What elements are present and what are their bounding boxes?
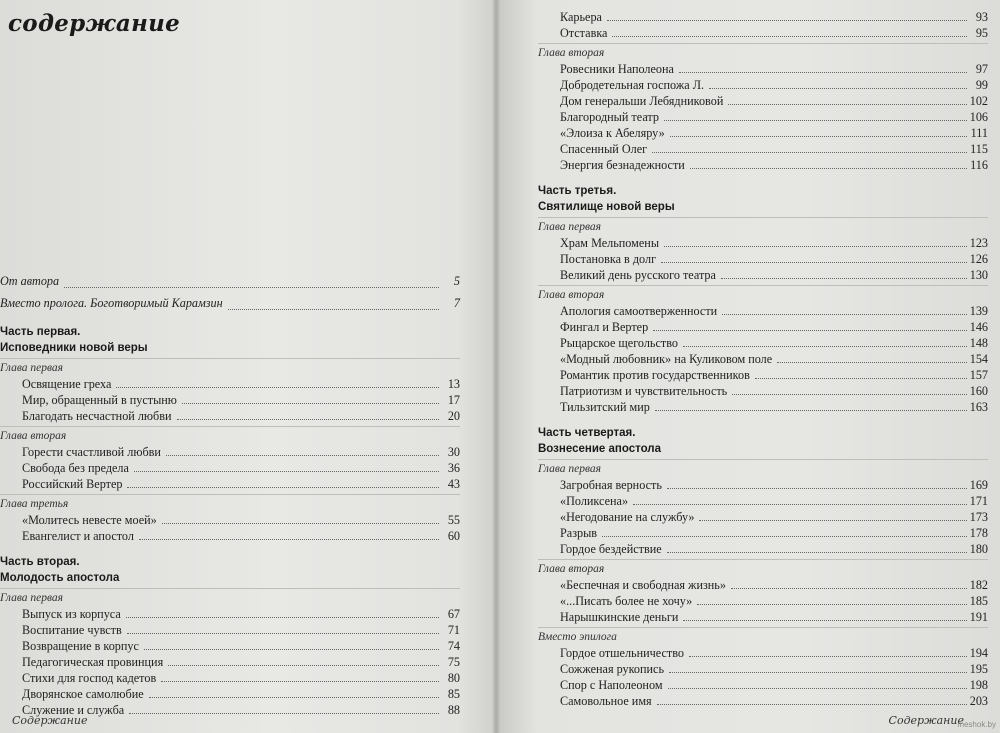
dot-leader [149, 697, 439, 698]
toc-entry[interactable] [538, 525, 988, 541]
dot-leader [683, 346, 967, 347]
page-number: 130 [969, 268, 988, 282]
section-gap [0, 314, 460, 324]
toc-entry[interactable] [0, 444, 460, 460]
dot-leader [669, 672, 967, 673]
left-page [0, 0, 497, 733]
toc-entry[interactable] [538, 125, 988, 141]
toc-entry[interactable] [0, 376, 460, 392]
dot-leader [777, 362, 967, 363]
dot-leader [652, 152, 967, 153]
chapter-block [538, 559, 988, 577]
toc-entry[interactable] [0, 638, 460, 654]
dot-leader [177, 419, 439, 420]
toc-entry[interactable] [0, 686, 460, 702]
entry-title: Тильзитский мир [560, 400, 650, 414]
chapter-heading: Глава вторая [538, 563, 605, 575]
entry-title: Возвращение в корпус [22, 639, 139, 653]
toc-entry[interactable] [538, 493, 988, 509]
page-number: 20 [447, 409, 460, 423]
page-number: 180 [969, 542, 988, 556]
part-heading: Вознесение апостола [538, 443, 662, 455]
entry-title: Воспитание чувств [22, 623, 122, 637]
toc-entry[interactable] [538, 267, 988, 283]
dot-leader [134, 471, 439, 472]
dot-leader [697, 604, 966, 605]
toc-entry[interactable] [0, 606, 460, 622]
chapter-divider [538, 43, 988, 44]
page-number: 75 [447, 655, 460, 669]
toc-entry[interactable] [0, 670, 460, 686]
page-number: 17 [447, 393, 460, 407]
page-number: 71 [447, 623, 460, 637]
toc-entry[interactable] [0, 512, 460, 528]
dot-leader [655, 410, 967, 411]
entry-title: Гордое бездействие [560, 542, 662, 556]
toc-entry[interactable] [0, 408, 460, 424]
entry-title: «Беспечная и свободная жизнь» [560, 578, 726, 592]
chapter-heading: Глава первая [538, 221, 601, 233]
right-toc [538, 9, 988, 709]
dot-leader [721, 278, 967, 279]
chapter-block [538, 285, 988, 303]
chapter-heading: Глава третья [0, 498, 69, 510]
page-number: 106 [969, 110, 988, 124]
part-heading: Исповедники новой веры [0, 342, 148, 354]
dot-leader [699, 520, 966, 521]
toc-entry[interactable] [538, 251, 988, 267]
dot-leader [127, 633, 439, 634]
dot-leader [709, 88, 967, 89]
dot-leader [732, 394, 966, 395]
toc-entry[interactable] [538, 383, 988, 399]
page-number: 191 [969, 610, 988, 624]
page-number: 30 [447, 445, 460, 459]
dot-leader [144, 649, 439, 650]
page-number: 97 [975, 62, 988, 76]
toc-entry[interactable] [538, 93, 988, 109]
dot-leader [168, 665, 439, 666]
page-number: 115 [970, 142, 988, 156]
entry-title: Фингал и Вертер [560, 320, 649, 334]
page-number: 85 [447, 687, 460, 701]
dot-leader [661, 262, 967, 263]
left-running-footer: Содержание [12, 714, 88, 727]
dot-leader [689, 656, 967, 657]
chapter-heading: Глава первая [538, 463, 601, 475]
chapter-heading: Глава вторая [538, 47, 605, 59]
page-number: 93 [975, 10, 988, 24]
dot-leader [664, 120, 967, 121]
chapter-divider [538, 459, 988, 460]
chapter-heading: Глава первая [0, 592, 63, 604]
page-number: 148 [969, 336, 988, 350]
chapter-block [0, 358, 460, 376]
entry-title: Романтик против государственников [560, 368, 750, 382]
dot-leader [731, 588, 967, 589]
dot-leader [182, 403, 439, 404]
watermark: meshok.by [957, 720, 996, 729]
dot-leader [722, 314, 967, 315]
page-number: 80 [447, 671, 460, 685]
entry-title: Отставка [560, 26, 608, 40]
page-number: 43 [447, 477, 460, 491]
entry-title: Педагогическая провинция [22, 655, 164, 669]
toc-entry[interactable] [538, 541, 988, 557]
entry-title: Свобода без предела [22, 461, 129, 475]
toc-entry[interactable] [538, 367, 988, 383]
entry-title: От автора [0, 274, 60, 288]
page-number: 194 [969, 646, 988, 660]
chapter-divider [538, 217, 988, 218]
page-number: 173 [969, 510, 988, 524]
page-number: 185 [969, 594, 988, 608]
entry-title: «Элоиза к Абеляру» [560, 126, 665, 140]
entry-title: Самовольное имя [560, 694, 652, 708]
part-heading: Молодость апостола [0, 572, 120, 584]
entry-title: Карьера [560, 10, 602, 24]
entry-title: Рыцарское щегольство [560, 336, 678, 350]
entry-title: Освящение греха [22, 377, 112, 391]
dot-leader [653, 330, 967, 331]
toc-entry[interactable] [538, 351, 988, 367]
part-heading: Святилище новой веры [538, 201, 675, 213]
dot-leader [664, 246, 967, 247]
toc-entry[interactable] [538, 303, 988, 319]
entry-title: «Негодование на службу» [560, 510, 695, 524]
toc-entry[interactable] [538, 9, 988, 25]
toc-entry[interactable] [0, 460, 460, 476]
chapter-divider [0, 358, 460, 359]
entry-title: Энергия безнадежности [560, 158, 685, 172]
entry-title: Выпуск из корпуса [22, 607, 121, 621]
chapter-divider [538, 559, 988, 560]
toc-entry[interactable] [0, 622, 460, 638]
page-number: 111 [970, 126, 988, 140]
dot-leader [64, 287, 439, 288]
chapter-block [0, 494, 460, 512]
chapter-divider [538, 285, 988, 286]
dot-leader [126, 617, 439, 618]
page-number: 102 [969, 94, 988, 108]
toc-intro-entry[interactable] [0, 292, 460, 314]
entry-title: Спасенный Олег [560, 142, 648, 156]
entry-title: Загробная верность [560, 478, 662, 492]
toc-entry[interactable] [0, 654, 460, 670]
toc-entry[interactable] [538, 509, 988, 525]
dot-leader [127, 487, 439, 488]
dot-leader [755, 378, 967, 379]
chapter-block [0, 426, 460, 444]
page-number: 163 [969, 400, 988, 414]
chapter-block [538, 217, 988, 235]
entry-title: «...Писать более не хочу» [560, 594, 693, 608]
chapter-heading: Вместо эпилога [538, 631, 617, 643]
page-number: 95 [975, 26, 988, 40]
page-number: 74 [447, 639, 460, 653]
toc-entry[interactable] [538, 335, 988, 351]
toc-entry[interactable] [538, 593, 988, 609]
chapter-heading: Глава первая [0, 362, 63, 374]
page-number: 55 [447, 513, 460, 527]
dot-leader [602, 536, 967, 537]
page-number: 154 [969, 352, 988, 366]
dot-leader [161, 681, 439, 682]
page-number: 116 [970, 158, 988, 172]
chapter-block [0, 588, 460, 606]
toc-entry[interactable] [538, 61, 988, 77]
section-gap [0, 544, 460, 554]
page-number: 139 [969, 304, 988, 318]
part-heading: Часть четвертая. [538, 427, 636, 439]
entry-title: Служение и служба [22, 703, 125, 717]
dot-leader [668, 688, 967, 689]
dot-leader [657, 704, 967, 705]
page-number: 126 [969, 252, 988, 266]
entry-title: Спор с Наполеоном [560, 678, 663, 692]
chapter-heading: Глава вторая [0, 430, 67, 442]
page-number: 178 [969, 526, 988, 540]
toc-entry[interactable] [538, 477, 988, 493]
section-gap [538, 173, 988, 183]
page-number: 182 [969, 578, 988, 592]
entry-title: Вместо пролога. Боготворимый Карамзин [0, 296, 223, 310]
entry-title: Стихи для господ кадетов [22, 671, 157, 685]
entry-title: Благородный театр [560, 110, 659, 124]
entry-title: «Модный любовник» на Куликовом поле [560, 352, 773, 366]
entry-title: Дворянское самолюбие [22, 687, 144, 701]
section-gap [538, 415, 988, 425]
chapter-block [538, 43, 988, 61]
chapter-divider [538, 627, 988, 628]
dot-leader [139, 539, 439, 540]
page-number: 157 [969, 368, 988, 382]
dot-leader [633, 504, 967, 505]
toc-entry[interactable] [538, 693, 988, 709]
dot-leader [667, 552, 967, 553]
entry-title: Гордое отшельничество [560, 646, 684, 660]
page-number: 123 [969, 236, 988, 250]
page-number: 198 [969, 678, 988, 692]
entry-title: Сожженая рукопись [560, 662, 665, 676]
entry-title: Добродетельная госпожа Л. [560, 78, 705, 92]
entry-title: Дом генеральши Лебядниковой [560, 94, 724, 108]
dot-leader [683, 620, 966, 621]
page-number: 171 [969, 494, 988, 508]
dot-leader [607, 20, 967, 21]
chapter-divider [0, 588, 460, 589]
book-spine [492, 0, 500, 733]
part-heading: Часть вторая. [0, 556, 80, 568]
entry-title: Благодать несчастной любви [22, 409, 172, 423]
toc-entry[interactable] [538, 399, 988, 415]
chapter-divider [0, 494, 460, 495]
toc-entry[interactable] [0, 476, 460, 492]
entry-title: Евангелист и апостол [22, 529, 134, 543]
page-number: 13 [447, 377, 460, 391]
page-number: 203 [969, 694, 988, 708]
dot-leader [612, 36, 967, 37]
toc-entry[interactable] [538, 645, 988, 661]
toc-entry[interactable] [538, 661, 988, 677]
page-number: 7 [453, 296, 460, 310]
toc-entry[interactable] [538, 25, 988, 41]
page-number: 195 [969, 662, 988, 676]
entry-title: Горести счастливой любви [22, 445, 161, 459]
left-toc [0, 270, 460, 718]
entry-title: Патриотизм и чувствительность [560, 384, 728, 398]
dot-leader [166, 455, 439, 456]
part-heading: Часть первая. [0, 326, 81, 338]
toc-entry[interactable] [538, 677, 988, 693]
entry-title: Нарышкинские деньги [560, 610, 679, 624]
dot-leader [116, 387, 439, 388]
toc-entry[interactable] [538, 609, 988, 625]
toc-entry[interactable] [538, 157, 988, 173]
toc-title: содержание [8, 10, 181, 37]
toc-entry[interactable] [538, 235, 988, 251]
toc-entry[interactable] [538, 577, 988, 593]
entry-title: Апология самоотверженности [560, 304, 718, 318]
dot-leader [690, 168, 967, 169]
entry-title: Постановка в долг [560, 252, 657, 266]
dot-leader [129, 713, 439, 714]
page-number: 5 [453, 274, 460, 288]
dot-leader [228, 309, 439, 310]
page-number: 88 [447, 703, 460, 717]
dot-leader [667, 488, 967, 489]
chapter-block [538, 459, 988, 477]
chapter-block [538, 627, 988, 645]
chapter-divider [0, 426, 460, 427]
entry-title: Храм Мельпомены [560, 236, 660, 250]
page-number: 160 [969, 384, 988, 398]
entry-title: Великий день русского театра [560, 268, 716, 282]
page-number: 99 [975, 78, 988, 92]
dot-leader [679, 72, 967, 73]
entry-title: «Поликсена» [560, 494, 629, 508]
page-number: 169 [969, 478, 988, 492]
part-heading: Часть третья. [538, 185, 617, 197]
toc-entry[interactable] [538, 319, 988, 335]
entry-title: Разрыв [560, 526, 598, 540]
page-number: 36 [447, 461, 460, 475]
dot-leader [162, 523, 439, 524]
entry-title: «Молитесь невесте моей» [22, 513, 157, 527]
entry-title: Российский Вертер [22, 477, 123, 491]
toc-entry[interactable] [0, 392, 460, 408]
toc-entry[interactable] [538, 141, 988, 157]
toc-entry[interactable] [0, 528, 460, 544]
toc-entry[interactable] [538, 77, 988, 93]
page-number: 60 [447, 529, 460, 543]
right-running-footer: Содержание [888, 714, 964, 727]
entry-title: Ровесники Наполеона [560, 62, 674, 76]
chapter-heading: Глава вторая [538, 289, 605, 301]
dot-leader [670, 136, 967, 137]
page-number: 146 [969, 320, 988, 334]
toc-intro-entry[interactable] [0, 270, 460, 292]
toc-entry[interactable] [538, 109, 988, 125]
page-number: 67 [447, 607, 460, 621]
entry-title: Мир, обращенный в пустыню [22, 393, 177, 407]
dot-leader [728, 104, 966, 105]
